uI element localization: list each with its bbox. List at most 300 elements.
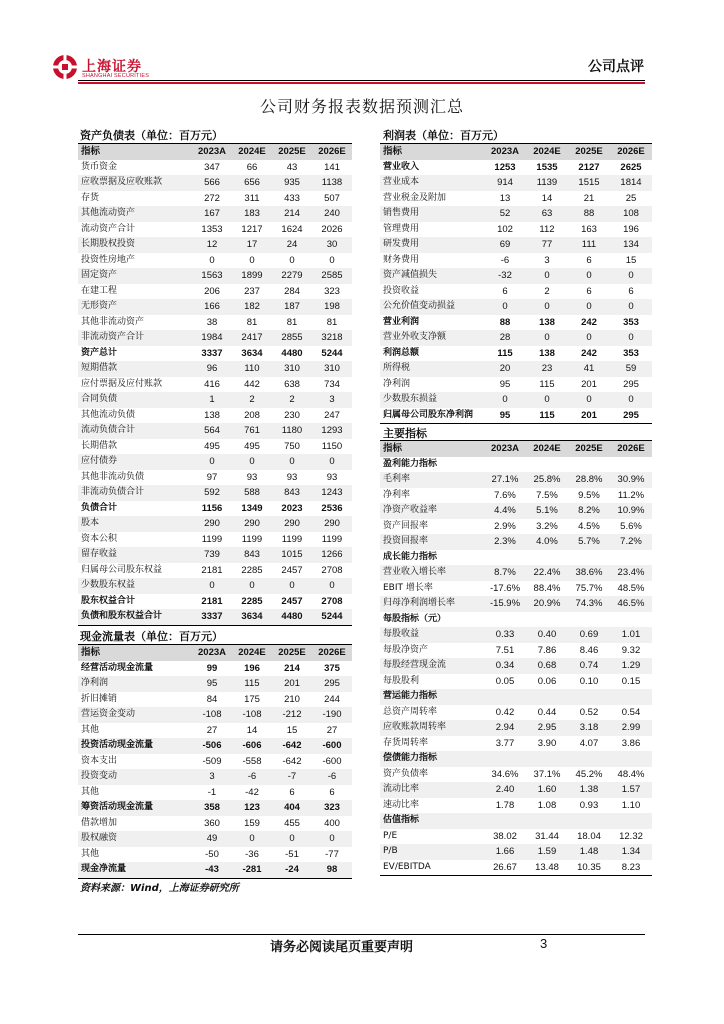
balance-sheet-cell: 734 <box>324 378 340 390</box>
balance-sheet-cell: 1150 <box>321 440 343 452</box>
key-metrics-row <box>380 565 652 581</box>
income-statement-cell: 2 <box>544 285 550 297</box>
income-statement-row <box>380 268 652 284</box>
balance-sheet-row <box>78 485 352 501</box>
cash-flow-cell: 175 <box>244 693 260 705</box>
income-statement-cell: 52 <box>484 206 526 222</box>
income-statement-cell: 0 <box>484 299 526 315</box>
cash-flow-cell: 196 <box>244 662 260 674</box>
footer-disclaimer: 请务必阅读尾页重要声明 <box>270 940 414 955</box>
key-metrics-row-label: 营业收入增长率 <box>380 565 484 581</box>
balance-sheet-cell: 187 <box>272 299 312 315</box>
income-statement-row <box>380 253 652 269</box>
income-statement-column-header: 2024E <box>526 144 568 160</box>
cash-flow-row-label: 经营活动现金流量 <box>81 662 154 673</box>
key-metrics-row-label: 总资产周转率 <box>383 706 438 717</box>
income-statement-cell: 163 <box>581 223 597 235</box>
income-statement-cell: 295 <box>623 378 639 390</box>
key-metrics-cell <box>610 550 652 566</box>
balance-sheet-column-header: 2023A <box>192 144 232 160</box>
key-metrics-row-label: 营运能力指标 <box>380 689 484 705</box>
balance-sheet-cell: 3634 <box>232 609 272 625</box>
balance-sheet-row <box>78 454 352 470</box>
key-metrics-cell <box>526 813 568 829</box>
income-statement-column-header: 2025E <box>568 144 610 160</box>
income-statement-row <box>380 408 652 424</box>
key-metrics-cell: 1.78 <box>495 799 515 811</box>
key-metrics-cell: 8.7% <box>484 565 526 581</box>
cash-flow-row-label: 投资活动现金流量 <box>78 738 192 754</box>
key-metrics-cell: 48.5% <box>617 582 645 594</box>
balance-sheet-cell: 30 <box>312 237 352 253</box>
balance-sheet-cell: 1243 <box>312 485 352 501</box>
balance-sheet-cell: 81 <box>246 316 258 328</box>
key-metrics-cell: 4.5% <box>578 520 600 532</box>
balance-sheet-row-label: 固定资产 <box>78 268 192 284</box>
income-statement-cell: 41 <box>568 361 610 377</box>
balance-sheet-row-label: 合同负债 <box>78 392 192 408</box>
cash-flow-row <box>78 692 352 708</box>
balance-sheet-cell: 0 <box>192 454 232 470</box>
balance-sheet-cell: 2417 <box>232 330 272 346</box>
balance-sheet-cell: 2457 <box>281 564 303 576</box>
balance-sheet-row <box>78 206 352 222</box>
balance-sheet-cell: 93 <box>246 471 258 483</box>
cash-flow-row-label: 其他 <box>81 786 100 797</box>
key-metrics-cell <box>526 457 568 473</box>
balance-sheet-cell: 0 <box>209 254 215 266</box>
balance-sheet-cell: 310 <box>312 361 352 377</box>
cash-flow-cell: 6 <box>329 786 335 798</box>
balance-sheet-cell: 183 <box>232 206 272 222</box>
balance-sheet-row <box>78 439 352 455</box>
balance-sheet-column-header: 指标 <box>78 144 192 160</box>
key-metrics-row-label: 资产回报率 <box>383 520 429 531</box>
balance-sheet-cell: 0 <box>272 454 312 470</box>
income-statement-cell: 196 <box>623 223 639 235</box>
income-statement-cell: 115 <box>539 378 555 390</box>
income-statement-row <box>380 191 652 207</box>
balance-sheet-cell: 2285 <box>241 595 263 607</box>
income-statement-cell: 15 <box>625 254 637 266</box>
income-statement-table <box>380 144 652 423</box>
income-statement-row <box>380 160 652 176</box>
key-metrics-cell: 7.2% <box>610 534 652 550</box>
cash-flow-row <box>78 769 352 785</box>
key-metrics-cell <box>568 612 610 628</box>
balance-sheet-cell: 2536 <box>321 502 343 514</box>
cash-flow-cell: 201 <box>272 676 312 692</box>
balance-sheet-row-label: 流动负债合计 <box>78 423 192 439</box>
key-metrics-cell: 10.9% <box>610 503 652 519</box>
income-statement-cell: 0 <box>568 268 610 284</box>
balance-sheet-cell: 588 <box>232 485 272 501</box>
income-statement-cell: 20 <box>484 361 526 377</box>
key-metrics-row <box>380 767 652 783</box>
balance-sheet-cell: 5244 <box>321 347 343 359</box>
cash-flow-cell: 6 <box>289 786 295 798</box>
key-metrics-row-label: 每股经营现金流 <box>380 658 484 674</box>
cash-flow-cell: 323 <box>312 800 352 816</box>
balance-sheet-row-label: 其他流动负债 <box>81 409 136 420</box>
income-statement-row <box>380 392 652 408</box>
balance-sheet-cell: 2279 <box>272 268 312 284</box>
balance-sheet-row <box>78 268 352 284</box>
balance-sheet-cell: 2708 <box>321 595 343 607</box>
key-metrics-cell <box>610 612 652 628</box>
cash-flow-cell: 3 <box>192 769 232 785</box>
balance-sheet-row <box>78 253 352 269</box>
balance-sheet-column-header: 2026E <box>312 144 352 160</box>
income-statement-cell: 95 <box>499 409 511 421</box>
balance-sheet-cell: 0 <box>192 578 232 594</box>
balance-sheet-row <box>78 563 352 579</box>
key-metrics-cell <box>526 550 568 566</box>
key-metrics-row <box>380 488 652 504</box>
key-metrics-cell: 48.4% <box>617 768 645 780</box>
key-metrics-row-label: 成长能力指标 <box>383 551 438 562</box>
income-statement-cell: 0 <box>568 330 610 346</box>
key-metrics-cell: 5.1% <box>526 503 568 519</box>
balance-sheet-cell: 284 <box>284 285 300 297</box>
balance-sheet-cell: 1349 <box>241 502 263 514</box>
key-metrics-cell: 2.95 <box>526 720 568 736</box>
key-metrics-column-header: 2026E <box>610 441 652 457</box>
key-metrics-row <box>380 736 652 752</box>
key-metrics-cell <box>568 689 610 705</box>
cash-flow-cell: -6 <box>232 769 272 785</box>
key-metrics-cell <box>484 689 526 705</box>
balance-sheet-row-label: 非流动资产合计 <box>78 330 192 346</box>
key-metrics-cell: 0.69 <box>568 627 610 643</box>
key-metrics-row <box>380 751 652 767</box>
balance-sheet-cell: 0 <box>329 254 335 266</box>
balance-sheet-column-header: 2024E <box>232 144 272 160</box>
cash-flow-row <box>78 816 352 832</box>
balance-sheet-row <box>78 547 352 563</box>
balance-sheet-cell: 290 <box>232 516 272 532</box>
balance-sheet-cell: 214 <box>272 206 312 222</box>
key-metrics-row-label: P/E <box>383 830 398 841</box>
company-logo-icon <box>52 54 78 80</box>
cash-flow-row <box>78 723 352 739</box>
income-statement-cell: 138 <box>539 347 555 359</box>
income-statement-row-label: 营业利润 <box>383 316 420 327</box>
balance-sheet-cell: 3 <box>312 392 352 408</box>
key-metrics-row-label: 净资产收益率 <box>380 503 484 519</box>
key-metrics-row-label: 流动比率 <box>380 782 484 798</box>
key-metrics-cell <box>568 751 610 767</box>
income-statement-row <box>380 299 652 315</box>
balance-sheet-cell: 0 <box>249 254 255 266</box>
balance-sheet-cell: 1293 <box>312 423 352 439</box>
key-metrics-cell: 1.29 <box>610 658 652 674</box>
balance-sheet-cell: 2585 <box>312 268 352 284</box>
income-statement-cell: 0 <box>526 392 568 408</box>
balance-sheet-row <box>78 222 352 238</box>
cash-flow-column-header: 2023A <box>192 645 232 661</box>
key-metrics-cell: 7.5% <box>536 489 558 501</box>
key-metrics-cell: 26.67 <box>493 861 517 873</box>
balance-sheet-cell: 81 <box>326 316 338 328</box>
balance-sheet-row-label: 资产总计 <box>81 347 118 358</box>
income-statement-cell: 2127 <box>578 161 600 173</box>
cash-flow-cell: -6 <box>312 769 352 785</box>
cash-flow-row-label: 其他 <box>81 848 100 859</box>
key-metrics-cell: 20.9% <box>526 596 568 612</box>
balance-sheet-cell: 3337 <box>201 347 223 359</box>
key-metrics-cell: 1.34 <box>610 844 652 860</box>
key-metrics-cell <box>610 457 652 473</box>
cash-flow-cell: 123 <box>232 800 272 816</box>
key-metrics-cell: 0.68 <box>526 658 568 674</box>
income-statement-row-label: 利润总额 <box>383 347 420 358</box>
balance-sheet-cell: 237 <box>244 285 260 297</box>
balance-sheet-cell: 843 <box>272 485 312 501</box>
income-statement-cell: 0 <box>484 392 526 408</box>
balance-sheet-cell: 272 <box>204 192 220 204</box>
key-metrics-cell <box>484 612 526 628</box>
balance-sheet-row <box>78 346 352 362</box>
cash-flow-cell: 98 <box>312 862 352 878</box>
balance-sheet-row-label: 在建工程 <box>81 285 118 296</box>
balance-sheet-header-row <box>78 144 352 160</box>
key-metrics-cell: 0.40 <box>526 627 568 643</box>
cash-flow-row-label: 资本支出 <box>81 755 118 766</box>
key-metrics-row <box>380 472 652 488</box>
balance-sheet-cell: 3337 <box>192 609 232 625</box>
cash-flow-cell: 95 <box>192 676 232 692</box>
balance-sheet-row <box>78 284 352 300</box>
cash-flow-cell: -509 <box>202 755 222 767</box>
cash-flow-cell: -600 <box>312 738 352 754</box>
key-metrics-row-label: 应收账款周转率 <box>380 720 484 736</box>
key-metrics-row-label: 每股股利 <box>383 675 420 686</box>
balance-sheet-row-label: 其他流动资产 <box>78 206 192 222</box>
key-metrics-row-label: EV/EBITDA <box>383 861 431 872</box>
key-metrics-cell: 7.6% <box>494 489 516 501</box>
income-statement-cell: 14 <box>541 192 553 204</box>
key-metrics-cell: 3.18 <box>568 720 610 736</box>
balance-sheet-row <box>78 160 352 176</box>
key-metrics-row <box>380 627 652 643</box>
balance-sheet-row-label: 投资性房地产 <box>81 254 136 265</box>
cash-flow-row-label: 其他 <box>81 724 100 735</box>
income-statement-row-label: 净利润 <box>383 378 411 389</box>
balance-sheet-cell: 564 <box>192 423 232 439</box>
balance-sheet-cell: 495 <box>204 440 220 452</box>
key-metrics-title: 主要指标 <box>383 427 427 440</box>
cash-flow-cell: 0 <box>232 831 272 847</box>
income-statement-cell: 59 <box>610 361 652 377</box>
income-statement-cell: 6 <box>502 285 508 297</box>
key-metrics-cell: 37.1% <box>533 768 561 780</box>
balance-sheet-row-label: 短期借款 <box>78 361 192 377</box>
balance-sheet-row <box>78 578 352 594</box>
balance-sheet-cell: 1015 <box>272 547 312 563</box>
balance-sheet-row-label: 应付债券 <box>78 454 192 470</box>
key-metrics-row-label: 估值指标 <box>380 813 484 829</box>
balance-sheet-cell: 1 <box>192 392 232 408</box>
page-title: 公司财务报表数据预测汇总 <box>259 97 464 116</box>
cash-flow-row-label: 股权融资 <box>78 831 192 847</box>
balance-sheet-cell: 290 <box>272 516 312 532</box>
cash-flow-cell: 0 <box>272 831 312 847</box>
income-statement-cell: 242 <box>581 347 597 359</box>
key-metrics-cell: 38.02 <box>493 830 517 842</box>
balance-sheet-row-label: 应付票据及应付账款 <box>81 378 163 389</box>
cash-flow-cell: -108 <box>232 707 272 723</box>
income-statement-row <box>380 361 652 377</box>
cash-flow-row <box>78 661 352 677</box>
key-metrics-cell: 8.23 <box>621 861 641 873</box>
key-metrics-cell: 3.86 <box>621 737 641 749</box>
cash-flow-cell: -77 <box>325 848 339 860</box>
income-statement-column-header: 2023A <box>484 144 526 160</box>
balance-sheet-cell: 1563 <box>192 268 232 284</box>
cash-flow-cell: 400 <box>324 817 340 829</box>
income-statement-row-label: 投资收益 <box>383 285 420 296</box>
key-metrics-row <box>380 813 652 829</box>
income-statement-cell: 115 <box>539 409 555 421</box>
balance-sheet-cell: 2181 <box>201 595 223 607</box>
balance-sheet-cell: 2181 <box>201 564 223 576</box>
balance-sheet-cell: 3218 <box>312 330 352 346</box>
balance-sheet-row-label: 股东权益合计 <box>81 595 136 606</box>
key-metrics-cell: 1.08 <box>537 799 557 811</box>
cash-flow-cell: -7 <box>272 769 312 785</box>
balance-sheet-row-label: 留存收益 <box>78 547 192 563</box>
cash-flow-cell: 455 <box>284 817 300 829</box>
income-statement-row-label: 销售费用 <box>380 206 484 222</box>
balance-sheet-cell: 0 <box>272 578 312 594</box>
key-metrics-cell: -17.6% <box>489 582 521 594</box>
income-statement-row-label: 公允价值变动损益 <box>380 299 484 315</box>
key-metrics-row-label: 偿债能力指标 <box>380 751 484 767</box>
income-statement-row-label: 研发费用 <box>380 237 484 253</box>
cash-flow-cell: 244 <box>324 693 340 705</box>
balance-sheet-cell: 761 <box>232 423 272 439</box>
balance-sheet-cell: 2 <box>232 392 272 408</box>
balance-sheet-cell: 495 <box>244 440 260 452</box>
key-metrics-cell: 46.5% <box>610 596 652 612</box>
balance-sheet-row-label: 少数股东权益 <box>78 578 192 594</box>
key-metrics-cell: 18.04 <box>577 830 601 842</box>
key-metrics-row-label: 速动比率 <box>383 799 420 810</box>
key-metrics-cell <box>526 689 568 705</box>
cash-flow-cell: -642 <box>272 738 312 754</box>
balance-sheet-title: 资产负债表（单位：百万元） <box>80 129 223 142</box>
key-metrics-row <box>380 798 652 814</box>
key-metrics-cell: 0.34 <box>484 658 526 674</box>
cash-flow-row-label: 营运资金变动 <box>78 707 192 723</box>
income-statement-row <box>380 206 652 222</box>
key-metrics-cell: 0.54 <box>621 706 641 718</box>
cash-flow-cell: 159 <box>244 817 260 829</box>
balance-sheet-row <box>78 299 352 315</box>
key-metrics-cell: 0.74 <box>568 658 610 674</box>
cash-flow-cell: -51 <box>285 848 299 860</box>
key-metrics-cell: 2.3% <box>484 534 526 550</box>
logo-english-name: SHANGHAI SECURITIES <box>82 73 150 79</box>
balance-sheet-cell: 17 <box>232 237 272 253</box>
key-metrics-cell: 1.01 <box>610 627 652 643</box>
cash-flow-row-label: 现金净流量 <box>78 862 192 878</box>
balance-sheet-cell: 1353 <box>201 223 223 235</box>
key-metrics-row <box>380 782 652 798</box>
income-statement-cell: 0 <box>568 299 610 315</box>
income-statement-cell: 201 <box>581 409 597 421</box>
income-statement-row-label: 营业收入 <box>383 161 420 172</box>
cash-flow-table <box>78 645 352 878</box>
cash-flow-cell: -558 <box>242 755 262 767</box>
key-metrics-row <box>380 550 652 566</box>
balance-sheet-row-label: 资本公积 <box>81 533 118 544</box>
balance-sheet-row <box>78 408 352 424</box>
key-metrics-cell: 0.05 <box>495 675 515 687</box>
cash-flow-cell: 358 <box>192 800 232 816</box>
income-statement-cell: 108 <box>610 206 652 222</box>
cash-flow-cell: 360 <box>204 817 220 829</box>
balance-sheet-row-label: 其他非流动资产 <box>81 316 145 327</box>
balance-sheet-cell: 638 <box>284 378 300 390</box>
income-statement-cell: 1814 <box>610 175 652 191</box>
balance-sheet-cell: 2708 <box>321 564 343 576</box>
key-metrics-row-label: 每股指标（元） <box>383 613 447 624</box>
income-statement-row <box>380 175 652 191</box>
key-metrics-column-header: 2025E <box>568 441 610 457</box>
balance-sheet-cell: 433 <box>284 192 300 204</box>
cash-flow-cell: 214 <box>284 662 300 674</box>
income-statement-cell: 28 <box>484 330 526 346</box>
balance-sheet-cell: 1217 <box>241 223 263 235</box>
key-metrics-row-label: 盈利能力指标 <box>383 458 438 469</box>
source-note: 资料来源：Wind，上海证券研究所 <box>80 883 239 894</box>
balance-sheet-column-header: 2025E <box>272 144 312 160</box>
key-metrics-cell <box>568 813 610 829</box>
balance-sheet-row <box>78 361 352 377</box>
key-metrics-column-header: 2023A <box>484 441 526 457</box>
cash-flow-cell: -1 <box>207 786 217 798</box>
income-statement-row-label: 营业税金及附加 <box>383 192 447 203</box>
key-metrics-row-label: 资产负债率 <box>383 768 429 779</box>
income-statement-cell: 0 <box>526 299 568 315</box>
income-statement-cell: 102 <box>497 223 513 235</box>
income-statement-row <box>380 346 652 362</box>
income-statement-cell: 1535 <box>536 161 558 173</box>
cash-flow-row-label: 借款增加 <box>81 817 118 828</box>
key-metrics-cell: 74.3% <box>568 596 610 612</box>
balance-sheet-cell: 310 <box>272 361 312 377</box>
cash-flow-cell: -108 <box>192 707 232 723</box>
balance-sheet-row <box>78 237 352 253</box>
income-statement-row-label: 管理费用 <box>383 223 420 234</box>
balance-sheet-cell: 206 <box>204 285 220 297</box>
key-metrics-cell: 27.1% <box>484 472 526 488</box>
income-statement-cell: -32 <box>484 268 526 284</box>
key-metrics-row <box>380 844 652 860</box>
balance-sheet-cell: 230 <box>284 409 300 421</box>
cash-flow-cell: -36 <box>245 848 259 860</box>
cash-flow-title: 现金流量表（单位：百万元） <box>80 630 223 643</box>
key-metrics-header-row <box>380 441 652 457</box>
cash-flow-row <box>78 831 352 847</box>
balance-sheet-row-label: 长期股权投资 <box>78 237 192 253</box>
key-metrics-cell: 0.93 <box>579 799 599 811</box>
balance-sheet-row-label: 货币资金 <box>81 161 118 172</box>
key-metrics-cell: 2.99 <box>610 720 652 736</box>
key-metrics-row <box>380 612 652 628</box>
